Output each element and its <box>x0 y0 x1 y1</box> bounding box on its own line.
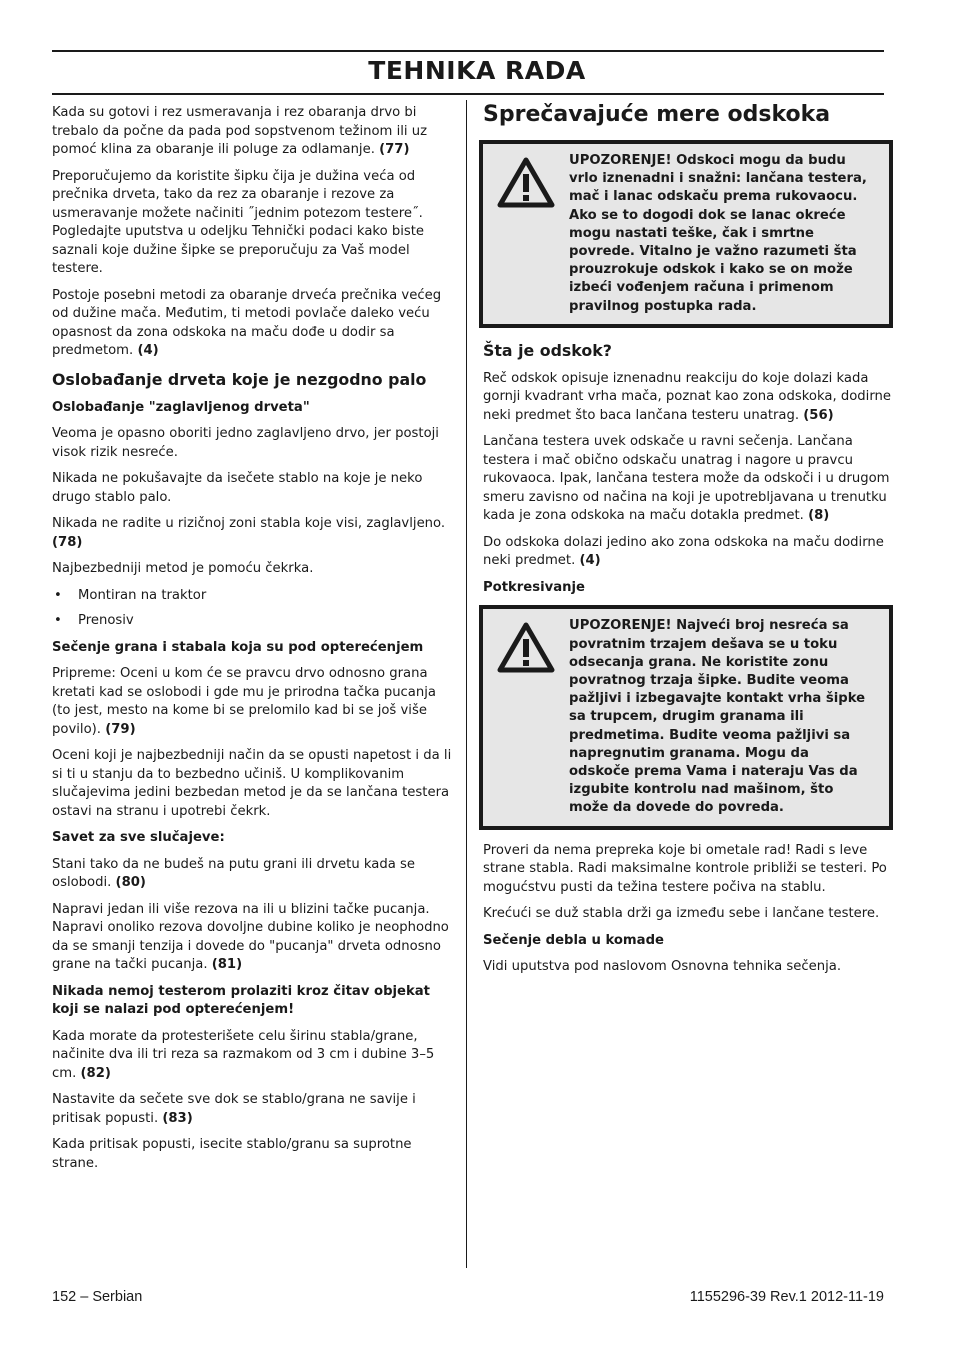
subheading: Savet za sve slučajeve: <box>52 830 225 845</box>
paragraph: Lančana testera uvek odskače u ravni sečenja. Lančana testera i mač obično odskaču unatrag i nagore u pravcu rukovaoca. Ipak, lančana testera može da odskoči i u drugom smeru zavisno od načina na koji je upotrebljavana u trenutku kada je zona odskoka na maču dotakla predmet. (8) <box>483 434 890 524</box>
figure-ref: (83) <box>162 1110 193 1126</box>
paragraph: Najbezbedniji metod je pomoću čekrka. <box>52 561 314 576</box>
warning-text: UPOZORENJE! Odskoci mogu da budu vrlo iznenadni i snažni: lančana testera, mač i lanac odskaču prema rukovaocu. Ako se to dogodi dok se lanac okreće mogu nastati teške, čak i smrtne povrede. Vitalno je važno razumeti šta prouzrokuje odskok i kako se on može izbeći vođenjem računa i primenom pravilnog postupka rada. <box>569 153 867 314</box>
left-column <box>52 104 454 1181</box>
paragraph: Kada su gotovi i rez usmeravanja i rez obaranja drvo bi trebalo da počne da pada pod sopstvenom težinom ili uz pomoć klina za obaranje ili poluge za odlamanje. (77) <box>52 105 428 157</box>
paragraph: Vidi uputstva pod naslovom Osnovna tehnika sečenja. <box>483 959 842 975</box>
figure-ref: (82) <box>80 1065 111 1081</box>
paragraph: Stani tako da ne budeš na putu grani ili drvetu kada se oslobodi. (80) <box>52 856 415 890</box>
figure-ref: (81) <box>211 957 243 972</box>
warning-box <box>479 605 893 829</box>
paragraph: Reč odskok opisuje iznenadnu reakciju do koje dolazi kada gornji kvadrant vrha mača, poznat kao zona odskoka, dodirne neki predmet što baca lančana testeru unatrag. (56) <box>483 370 891 423</box>
bullet-list <box>52 587 454 631</box>
paragraph: Veoma je opasno oboriti jedno zaglavljeno drvo, jer postoji visok rizik nesreće. <box>52 426 439 460</box>
paragraph: Nikada ne pokušavajte da isečete stablo na koje je neko drugo stablo palo. <box>52 471 423 505</box>
page-number: 152 – Serbian <box>52 1289 143 1305</box>
figure-ref: (79) <box>105 721 136 737</box>
subheading: Sečenje debla u komade <box>483 932 664 948</box>
subheading: Sečenje grana i stabala koja su pod opterećenjem <box>52 639 424 655</box>
paragraph: Krećući se duž stabla drži ga između sebe i lančane testere. <box>483 906 880 922</box>
right-column <box>483 104 893 985</box>
paragraph: Postoje posebni metodi za obaranje drveća prečnika većeg od dužine mača. Međutim, ti metodi povlače daleko veću opasnost da zona odskoka na maču dođe u dodir sa predmetom. (4) <box>52 287 442 358</box>
paragraph: Kada morate da protesterišete celu širinu stabla/grane, načinite dva ili tri reza sa razmakom od 3 cm i dubine 3–5 cm. (82) <box>52 1028 435 1081</box>
section-title: Sprečavajuće mere odskoka <box>483 102 831 127</box>
paragraph: Preporučujemo da koristite šipku čija je dužina veća od prečnika drveta, tako da rez za obaranje i rezove za usmeravanje možete načiniti ˝jednim potezom testere˝. Pogledajte uputstva u odeljku Tehnički podaci kako biste saznali koje dužine šipke se preporučuju za Vaš model testere. <box>52 168 425 276</box>
warning-text: UPOZORENJE! Najveći broj nesreća sa povratnim trzajem dešava se u toku odsecanja grana. Ne koristite zonu povratnog trzaja šipke. Budite veoma pažljivi i izbegavajte kontakt vrha šipke sa trupcem, drugim granama ili predmetima. Budite veoma pažljivi sa napregnutim granama. Mogu da odskoče prema Vama i nateraju Vas da izgubite kontrolu nad mašinom, što može da dovede do povreda. <box>569 618 866 816</box>
warning-triangle-icon <box>483 617 569 817</box>
title-rule <box>52 93 884 95</box>
paragraph: Nikada ne radite u rizičnoj zoni stabla koje visi, zaglavljeno. (78) <box>52 516 446 550</box>
figure-ref: (77) <box>379 142 410 157</box>
figure-ref: (8) <box>808 508 830 524</box>
warning-box <box>479 140 893 328</box>
paragraph: Nastavite da sečete sve dok se stablo/grana ne savije i pritisak popusti. (83) <box>52 1092 416 1126</box>
paragraph: Napravi jedan ili više rezova na ili u blizini tačke pucanja. Napravi onoliko rezova dovoljne dubine koliko je neophodno da se smanji tenzija i dovede do "pucanja" drveta odnosno grane na tački pucanja. (81) <box>52 901 449 972</box>
figure-ref: (56) <box>803 407 834 423</box>
section-heading: Šta je odskok? <box>483 340 612 360</box>
column-divider <box>466 100 467 1268</box>
paragraph: Do odskoka dolazi jedino ako zona odskoka na maču dodirne neki predmet. (4) <box>483 534 884 569</box>
subheading: Potkresivanje <box>483 579 585 595</box>
figure-ref: (4) <box>137 343 159 358</box>
list-item: • Prenosiv <box>52 612 454 631</box>
paragraph: Oceni koji je najbezbedniji način da se opusti napetost i da li si ti u stanju da to bezbedno učiniš. U komplikovanim slučajevima jedini bezbedan metod je da se lančana testera ostavi na stranu i upotrebi čekrk. <box>52 748 452 819</box>
figure-ref: (78) <box>52 534 83 550</box>
page-title: TEHNIKA RADA <box>368 56 586 85</box>
paragraph: Proveri da nema prepreka koje bi ometale rad! Radi s leve strane stabla. Radi maksimalne kontrole približi se testeri. Po mogućstvu pusti da težina testere počiva na stablu. <box>483 842 887 895</box>
warning-triangle-icon <box>483 152 569 316</box>
figure-ref: (80) <box>115 875 146 890</box>
paragraph: Kada pritisak popusti, isecite stablo/granu sa suprotne strane. <box>52 1137 412 1171</box>
section-heading: Oslobađanje drveta koje je nezgodno palo <box>52 369 427 389</box>
bold-warning-paragraph: Nikada nemoj testerom prolaziti kroz čitav objekat koji se nalazi pod opterećenjem! <box>52 983 430 1017</box>
list-item: • Montiran na traktor <box>52 587 454 606</box>
subheading: Oslobađanje "zaglavljenog drveta" <box>52 399 310 415</box>
figure-ref: (4) <box>579 553 601 569</box>
paragraph: Pripreme: Oceni u kom će se pravcu drvo odnosno grana kretati kad se oslobodi i gde mu je prirodna tačka pucanja (to jest, mesto na kome bi se prelomilo kad bi se još više povilo). (79) <box>52 666 436 737</box>
top-rule <box>52 50 884 52</box>
document-id: 1155296-39 Rev.1 2012-11-19 <box>689 1289 884 1305</box>
